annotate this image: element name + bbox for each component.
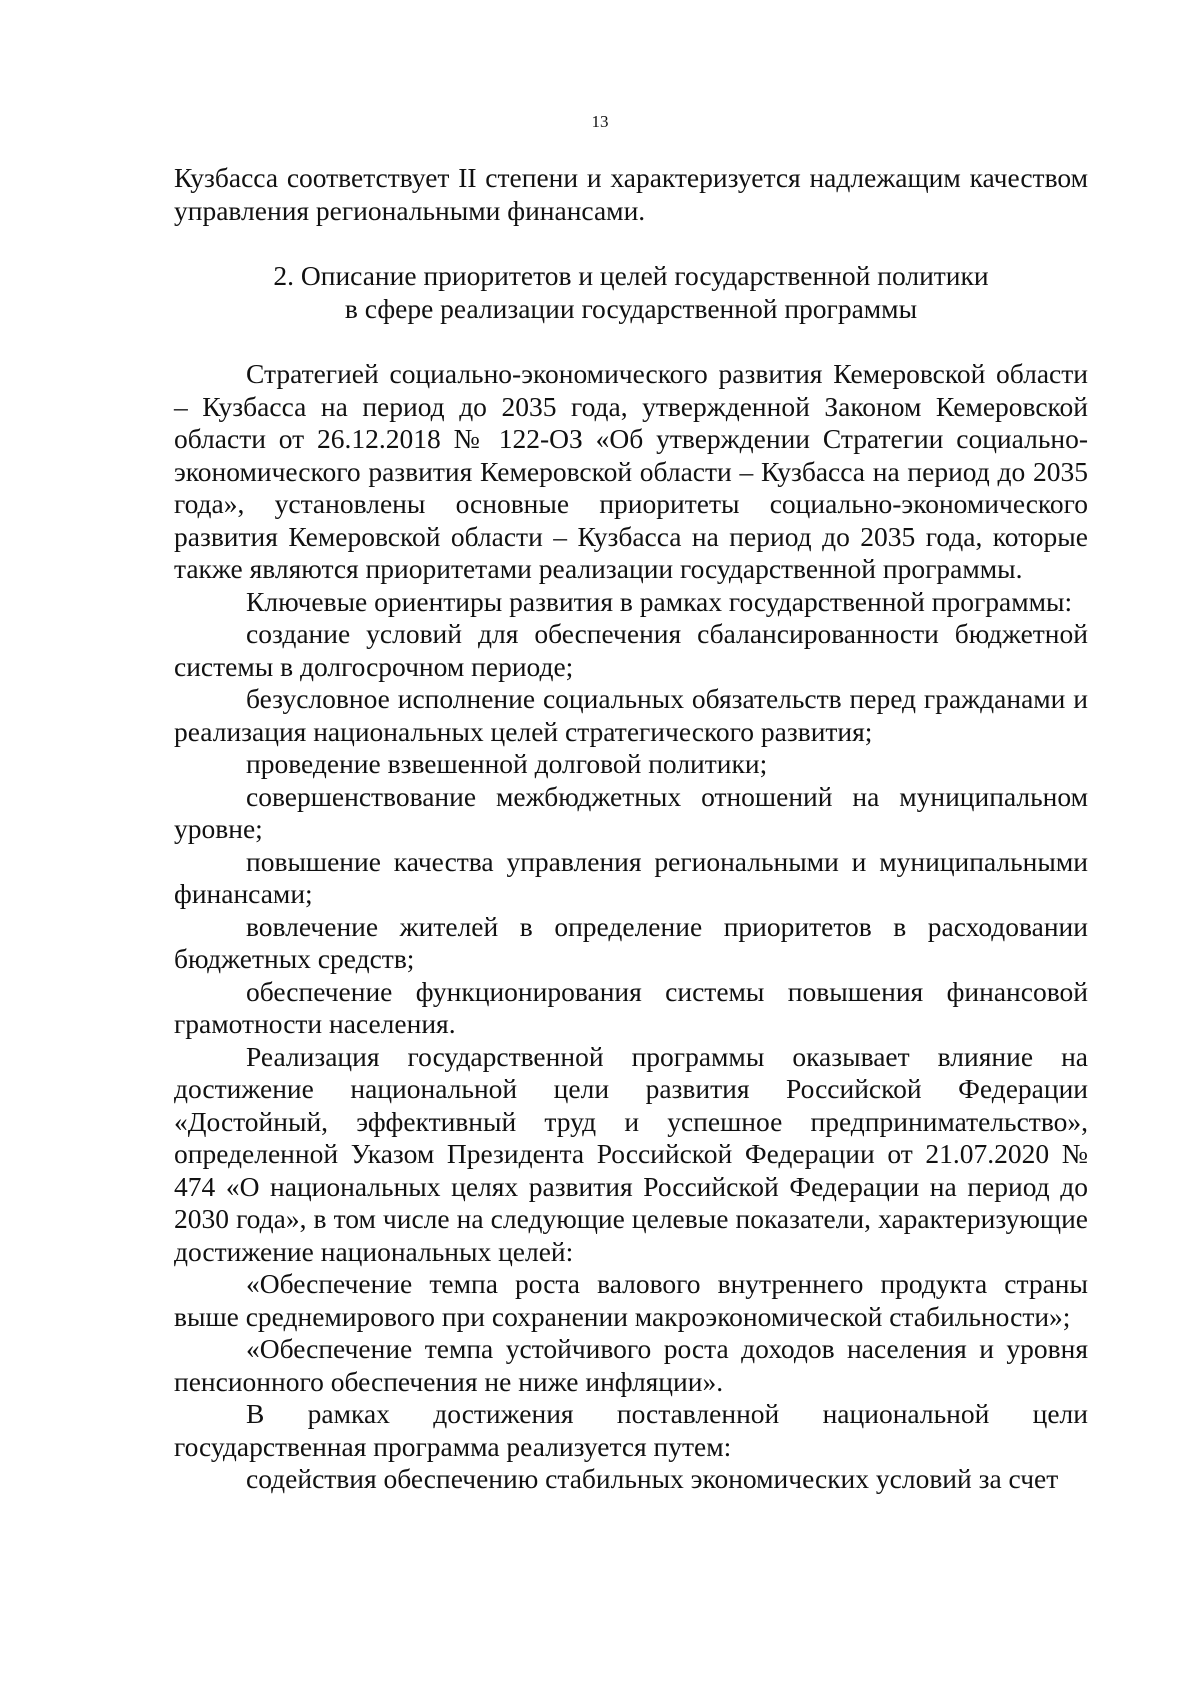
list-item-financial-literacy: обеспечение функционирования системы повышения финансовой грамотности населения. [174,975,1088,1039]
list-item-interbudget-relations: совершенствование межбюджетных отношений на муниципальном уровне; [174,780,1088,844]
paragraph-key-guidelines: Ключевые ориентиры развития в рамках государственной программы: [246,585,1073,617]
page-number: 13 [591,112,609,131]
opening-paragraph: Кузбасса соответствует II степени и характеризуется надлежащим качеством управления региональными финансами. [174,162,1088,226]
list-item-social-obligations: безусловное исполнение социальных обязательств перед гражданами и реализация национальных целей стратегического развития; [174,683,1088,747]
indicator-gdp-growth: «Обеспечение темпа роста валового внутреннего продукта страны выше среднемирового при сохранении макроэкономической стабильности»; [174,1268,1088,1332]
section-heading-line-2: в сфере реализации государственной программы [344,292,918,324]
indicator-income-growth: «Обеспечение темпа устойчивого роста доходов населения и уровня пенсионного обеспечения не ниже инфляции». [174,1333,1088,1397]
paragraph-strategy: Стратегией социально-экономического развития Кемеровской области – Кузбасса на период до 2035 года, утвержденной Законом Кемеровской области от 26.12.2018 № 122-ОЗ «Об утверждении Стратегии социально-экономического развития Кемеровской области – Кузбасса на период до 2035 года», установлены основные приоритеты социально-экономического развития Кемеровской области – Кузбасса на период до 2035 года, которые также являются приоритетами реализации государственной программы. [174,358,1088,584]
list-item-debt-policy: проведение взвешенной долговой политики; [246,748,768,779]
list-item-finance-management: повышение качества управления региональными и муниципальными финансами; [174,845,1088,909]
paragraph-economic-conditions: содействия обеспечению стабильных экономических условий за счет [246,1463,1059,1494]
document-body [174,162,1088,1496]
paragraph-implementation: В рамках достижения поставленной национальной цели государственная программа реализуется путем: [174,1398,1088,1462]
section-heading-line-1: 2. Описание приоритетов и целей государственной политики [273,260,989,291]
section-heading [174,260,1088,325]
list-item-resident-involvement: вовлечение жителей в определение приоритетов в расходовании бюджетных средств; [174,910,1088,974]
paragraph-national-goal: Реализация государственной программы оказывает влияние на достижение национальной цели развития Российской Федерации «Достойный, эффективный труд и успешное предпринимательство», определенной Указом Президента Российской Федерации от 21.07.2020 № 474 «О национальных целях развития Российской Федерации на период до 2030 года», в том числе на следующие целевые показатели, характеризующие достижение национальных целей: [174,1040,1088,1267]
list-item-budget-balance: создание условий для обеспечения сбалансированности бюджетной системы в долгосрочном периоде; [174,618,1088,682]
